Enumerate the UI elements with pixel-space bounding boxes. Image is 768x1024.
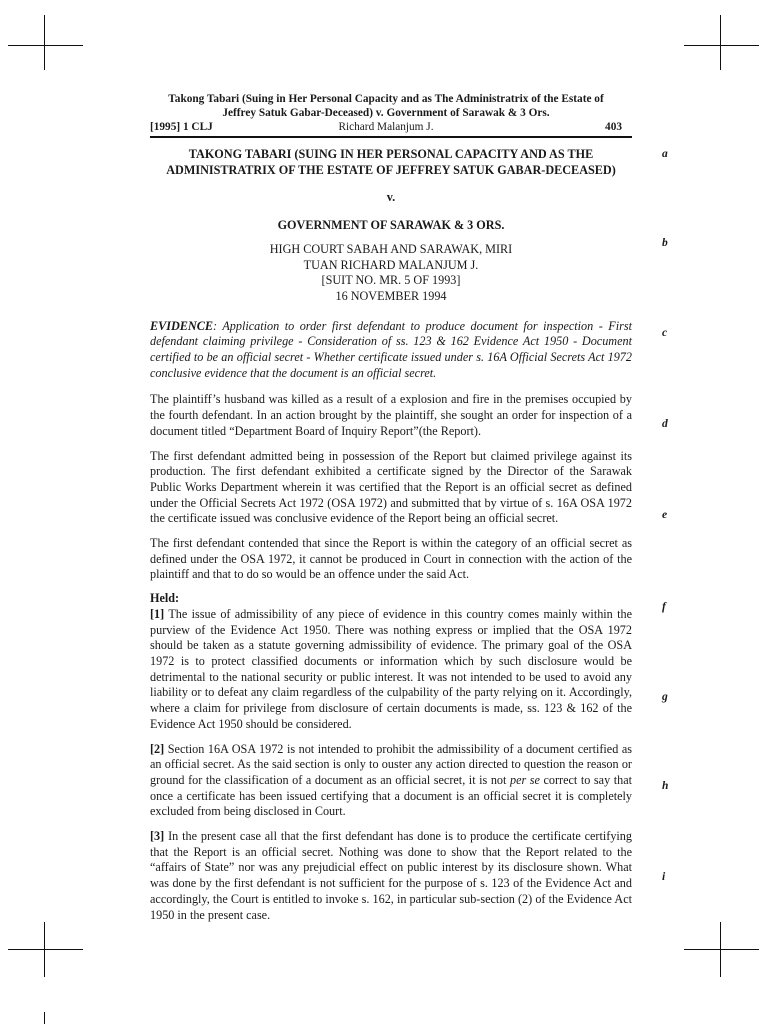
page-number: 403 xyxy=(605,121,622,133)
held-heading: Held: xyxy=(150,591,180,606)
suit-line: [SUIT NO. MR. 5 OF 1993] xyxy=(321,273,461,288)
held-text-2a: Section 16A OSA 1972 is not intended to prohibit the admissibility of a document certified as an official secret. As the said section is only to ouster any action directed to question the reason or ground for the classification of a document as an official secret, it is not xyxy=(150,741,632,787)
crop-mark xyxy=(8,949,83,950)
crop-mark xyxy=(44,922,45,977)
held-text-2b: correct to say that once a certificate has been issued certifying that a document is an official secret it is completely excluded from being disclosed in Court. xyxy=(150,772,633,819)
held-paragraph-1 xyxy=(150,607,632,733)
header-title-line2: Jeffrey Satuk Gabar-Deceased) v. Government of Sarawak & 3 Ors. xyxy=(222,106,550,119)
margin-letter-f: f xyxy=(662,601,666,613)
margin-letter-a: a xyxy=(662,148,668,160)
crop-mark xyxy=(44,1012,45,1024)
catchword-keyword: EVIDENCE xyxy=(150,318,213,333)
held-number-2: [2] xyxy=(150,741,165,756)
margin-letter-d: d xyxy=(662,418,668,430)
header-title-line1: Takong Tabari (Suing in Her Personal Capacity and as The Administratrix of the Estate of xyxy=(168,93,604,105)
crop-mark xyxy=(720,15,721,70)
held-text-3: In the present case all that the first defendant has done is to produce the certificate certifying that the Report is an official secret. Nothing was done to show that the Report related to the “affairs of State” nor was any prejudicial effect on public interest by its disclosure shown. What was done by the first defendant is not sufficient for the purpose of s. 123 of the Evidence Act and accordingly, the Court is entitled to invoke s. 162, in particular sub-section (2) of the Evidence Act 1950 in the present case. xyxy=(150,829,632,922)
facts-paragraph-3: The first defendant contended that since the Report is within the category of an official secret as defined under the OSA 1972, it cannot be produced in Court in connection with the action of the plaintiff and that to do so would be an offence under the said Act. xyxy=(150,536,632,582)
held-number-1: [1] xyxy=(150,606,165,621)
defendant-line: GOVERNMENT OF SARAWAK & 3 ORS. xyxy=(277,218,505,233)
page-body xyxy=(150,147,632,923)
catchword-text: : Application to order first defendant to produce document for inspection - First defendant claiming privilege - Consideration of ss. 123 & 162 Evidence Act 1950 - Document certified to be an official secret - Whether certificate issued under s. 16A Official Secrets Act 1972 conclusive evidence that the document is an official secret. xyxy=(150,318,632,380)
header-rule xyxy=(150,136,632,138)
margin-letter-i: i xyxy=(662,871,666,883)
plaintiff-line1: TAKONG TABARI (SUING IN HER PERSONAL CAPACITY AND AS THE xyxy=(188,147,594,161)
held-paragraph-3 xyxy=(150,829,632,923)
crop-mark xyxy=(684,45,759,46)
court-line: HIGH COURT SABAH AND SARAWAK, MIRI xyxy=(269,241,513,256)
versus: v. xyxy=(386,190,396,205)
citation: [1995] 1 CLJ xyxy=(150,121,213,133)
held-text-2-italic: per se xyxy=(509,772,540,787)
header-judge: Richard Malanjum J. xyxy=(338,121,434,133)
running-header xyxy=(150,93,622,120)
held-text-1: The issue of admissibility of any piece of evidence in this country comes mainly within the purview of the Evidence Act 1950. There was nothing express or implied that the OSA 1972 should be taken as a statute governing admissibility of evidence. The primary goal of the OSA 1972 is to protect classified documents or information which by such disclosure would be detrimental to the national security or public interest. It was not intended to be used to avoid any liability or to defeat any claim regardless of the culpability of the party relying on it. Accordingly, where a claim for privilege from disclosure of certain documents is made, ss. 123 & 162 of the Evidence Act 1950 should be considered. xyxy=(150,606,632,731)
judge-line: TUAN RICHARD MALANJUM J. xyxy=(303,257,479,272)
facts-paragraph-1: The plaintiff’s husband was killed as a result of a explosion and fire in the premises occupied by the fourth defendant. In an action brought by the plaintiff, she sought an order for inspection of a document titled “Department Board of Inquiry Report”(the Report). xyxy=(150,392,632,438)
margin-letter-c: c xyxy=(662,327,668,339)
held-paragraph-2 xyxy=(150,742,632,821)
catchwords xyxy=(150,319,632,382)
margin-letter-b: b xyxy=(662,237,668,249)
crop-mark xyxy=(8,45,83,46)
crop-mark xyxy=(44,15,45,70)
margin-letter-e: e xyxy=(662,509,668,521)
crop-mark xyxy=(684,949,759,950)
date-line: 16 NOVEMBER 1994 xyxy=(335,288,447,303)
facts-paragraph-2: The first defendant admitted being in possession of the Report but claimed privilege against its production. The first defendant exhibited a certificate signed by the Director of the Sarawak Public Works Department wherein it was certified that the Report is an official secret as defined under the Official Secrets Act 1972 (OSA 1972) and submitted that by virtue of s. 16A OSA 1972 the certificate issued was conclusive evidence of the Report being an official secret. xyxy=(150,448,632,526)
crop-mark xyxy=(720,922,721,977)
margin-letter-h: h xyxy=(662,780,669,792)
held-number-3: [3] xyxy=(150,829,165,844)
plaintiff-line2: ADMINISTRATRIX OF THE ESTATE OF JEFFREY SATUK GABAR-DECEASED) xyxy=(166,162,616,177)
margin-letter-g: g xyxy=(662,691,668,703)
